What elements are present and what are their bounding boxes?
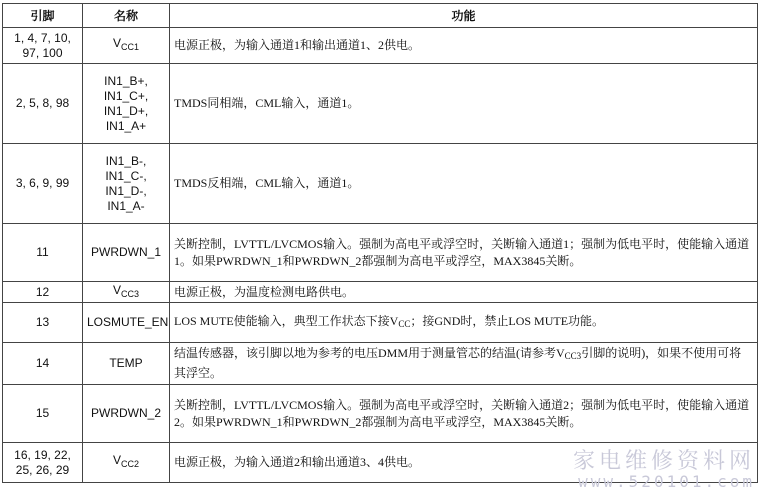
function-cell (170, 282, 758, 303)
name-main: V (112, 36, 121, 50)
header-pin: 引脚 (3, 4, 83, 28)
table-row (3, 282, 758, 303)
function-cell (170, 144, 758, 224)
name-subscript: CC3 (121, 288, 140, 299)
name-line: IN1_B-, (105, 153, 147, 168)
function-text-end: 引脚的说明)，如果不使用可将其浮空。 (174, 346, 742, 380)
name-line: IN1_C+, (103, 88, 149, 103)
name-line: IN1_A+ (105, 118, 147, 133)
name-line: IN1_B+, (104, 73, 148, 88)
function-cell (170, 303, 758, 343)
function-subscript: CC (398, 318, 411, 329)
name-cell: LOSMUTE_EN (83, 303, 170, 343)
function-text: TMDS反相端，CML输入，通道1。 (174, 176, 360, 190)
function-text: 关断控制，LVTTL/LVCMOS输入。强制为高电平或浮空时，关断输入通道1；强制为低电平时，使能输入通道1。如果PWRDWN_1和PWRDWN_2都强制为高电平或浮空，MAX3845关断。 (174, 236, 750, 268)
table-row (3, 28, 758, 64)
name-main: V (112, 453, 121, 467)
table-row (3, 224, 758, 282)
table-row (3, 144, 758, 224)
table-row (3, 385, 758, 443)
pin-cell: 15 (3, 385, 83, 443)
name-cell (83, 282, 170, 303)
function-cell (170, 28, 758, 64)
name-line: IN1_D+, (103, 103, 149, 118)
function-text: 关断控制，LVTTL/LVCMOS输入。强制为高电平或浮空时，关断输入通道2；强制为低电平时，使能输入通道2。如果PWRDWN_1和PWRDWN_2都强制为高电平或浮空，MAX3845关断。 (174, 397, 750, 429)
table-row (3, 443, 758, 483)
table-row (3, 343, 758, 385)
pin-cell: 16, 19, 22, 25, 26, 29 (3, 443, 83, 483)
pin-cell: 12 (3, 282, 83, 303)
pin-cell: 2, 5, 8, 98 (3, 64, 83, 144)
watermark-site-name: 家电维修资料网 (572, 449, 755, 474)
function-text: 电源正极，为输入通道1和输出通道1、2供电。 (174, 38, 421, 52)
function-text: 电源正极，为输入通道2和输出通道3、4供电。 (174, 455, 421, 469)
function-cell (170, 224, 758, 282)
name-subscript: CC2 (121, 459, 140, 469)
header-function: 功能 (170, 4, 758, 28)
pin-cell: 1, 4, 7, 10, 97, 100 (3, 28, 83, 64)
pin-cell: 14 (3, 343, 83, 385)
table-header-row (3, 4, 758, 28)
name-cell (83, 144, 170, 224)
pin-cell: 13 (3, 303, 83, 343)
name-subscript: CC1 (121, 42, 140, 52)
function-cell (170, 443, 758, 483)
pin-description-table (2, 3, 758, 483)
function-text: 结温传感器，该引脚以地为参考的电压DMM用于测量管芯的结温(请参考V (174, 346, 565, 360)
function-text: TMDS同相端，CML输入，通道1。 (174, 96, 360, 110)
name-cell: PWRDWN_1 (83, 224, 170, 282)
function-cell (170, 343, 758, 385)
function-text: LOS MUTE使能输入，典型工作状态下接V (174, 313, 399, 328)
function-cell (170, 64, 758, 144)
function-cell (170, 385, 758, 443)
name-cell (83, 28, 170, 64)
function-text: 电源正极，为温度检测电路供电。 (174, 284, 355, 299)
header-name: 名称 (83, 4, 170, 28)
name-main: V (112, 282, 121, 297)
pin-cell: 3, 6, 9, 99 (3, 144, 83, 224)
name-cell (83, 64, 170, 144)
table-row (3, 64, 758, 144)
function-text-end: ；接GND时，禁止LOS MUTE功能。 (410, 313, 605, 328)
name-cell: TEMP (83, 343, 170, 385)
table-row (3, 303, 758, 343)
watermark-url: www.520101.com (578, 472, 755, 491)
name-cell (83, 443, 170, 483)
name-line: IN1_C-, (105, 168, 147, 183)
name-cell: PWRDWN_2 (83, 385, 170, 443)
name-line: IN1_D-, (105, 183, 147, 198)
pin-cell: 11 (3, 224, 83, 282)
name-line: IN1_A- (107, 198, 145, 213)
function-subscript: CC3 (564, 351, 582, 361)
